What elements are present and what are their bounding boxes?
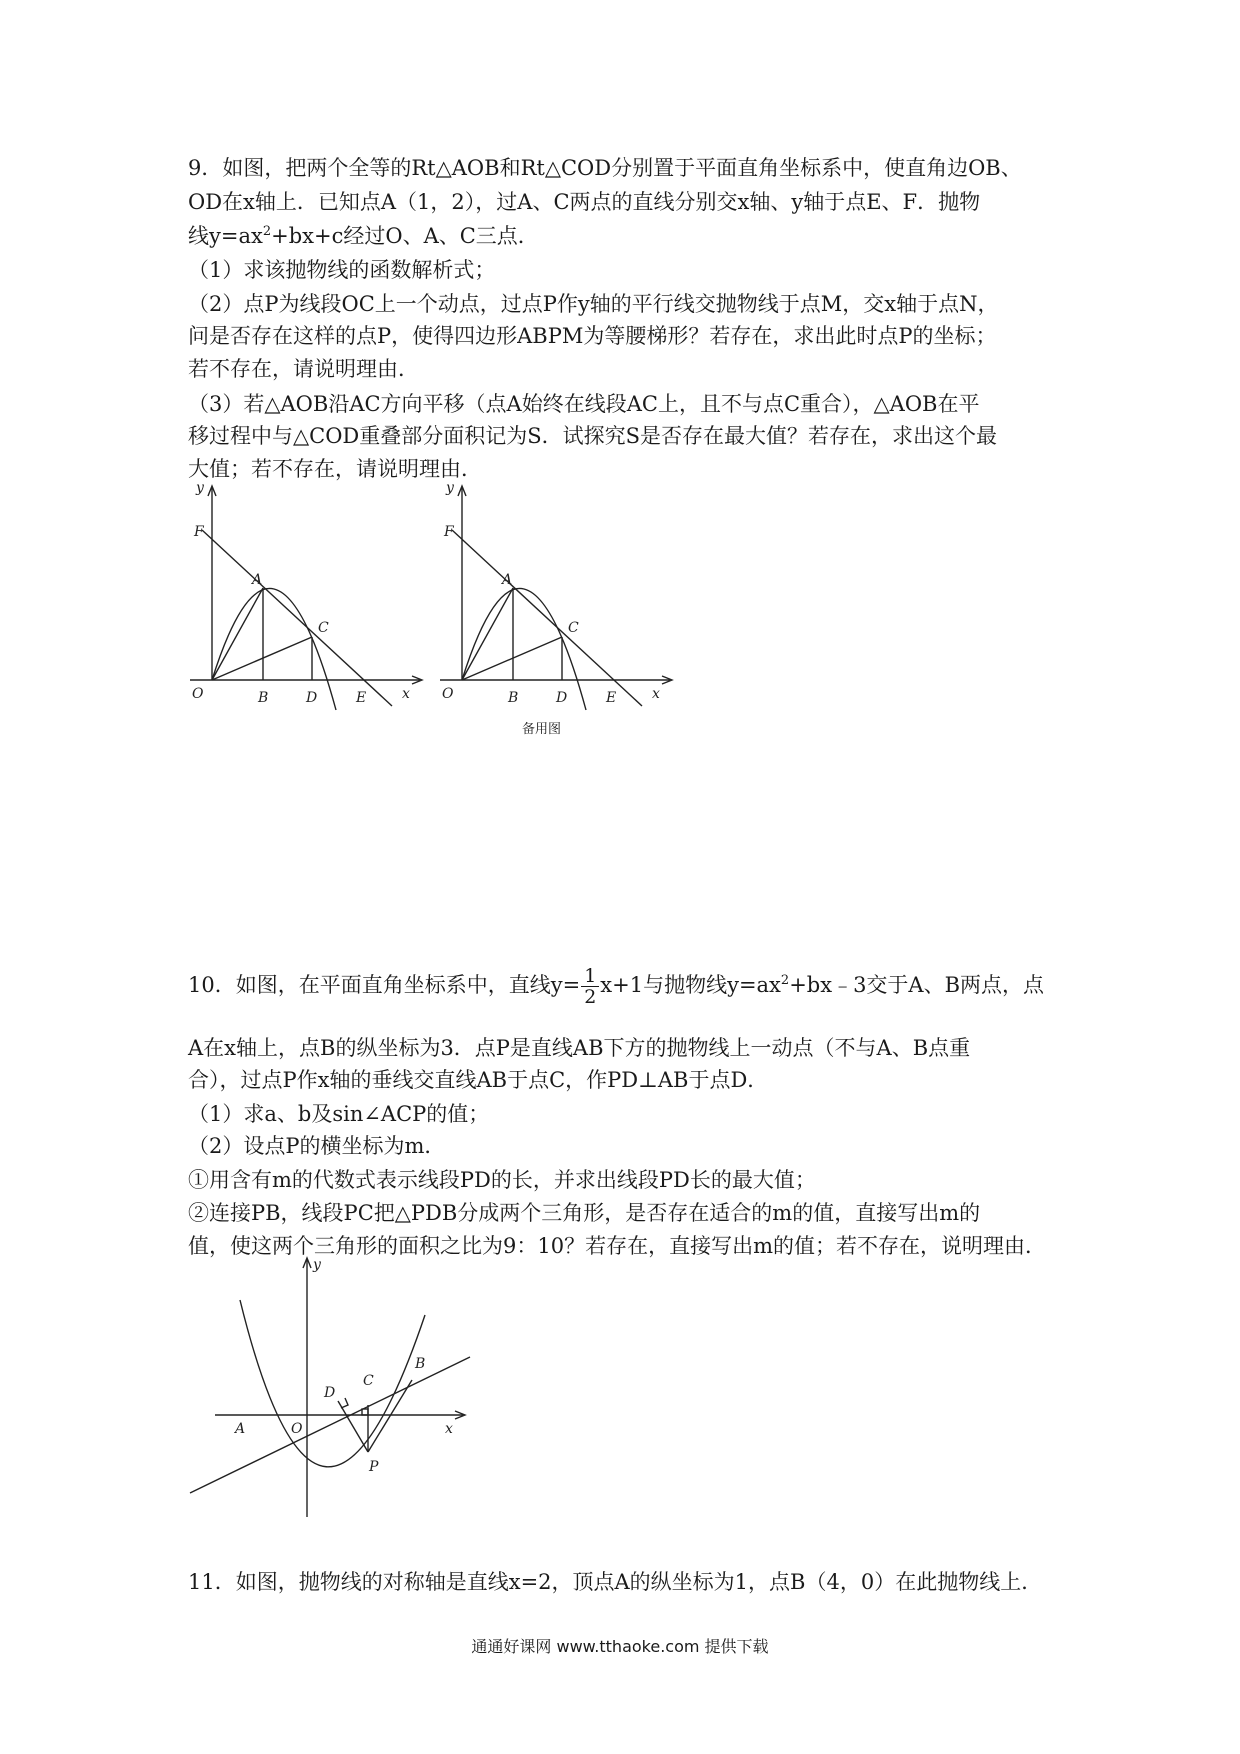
segment-oc [212, 637, 312, 680]
label-y: y [196, 480, 204, 496]
q9-line-2: OD在x轴上．已知点A（1，2），过A、C两点的直线分别交x轴、y轴于点E、F．抛物 [188, 190, 981, 214]
q10-fraction-numerator: 1 [581, 966, 599, 987]
q10-line-3: 合），过点P作x轴的垂线交直线AB于点C，作PD⊥AB于点D． [188, 1068, 769, 1092]
label-e: E [606, 690, 617, 706]
label-x: x [445, 1421, 453, 1437]
right-angle-mark-n [362, 1409, 368, 1415]
q9-figure-spare [430, 480, 680, 740]
label-x: x [652, 686, 660, 702]
line-ab [190, 1357, 470, 1493]
label-d: D [324, 1385, 336, 1401]
q9-sub-2-line-1: （2）点P为线段OC上一个动点，过点P作y轴的平行线交抛物线于点M，交x轴于点N， [188, 292, 999, 316]
q10-line-1-b: x+1与抛物线y=ax [600, 973, 781, 997]
q10-line-1-sup: 2 [780, 973, 790, 988]
q9-sub-3-line-2: 移过程中与△COD重叠部分面积记为S．试探究S是否存在最大值？若存在，求出这个最 [188, 424, 998, 448]
label-c: C [568, 620, 579, 636]
q11-line-1: 11．如图，抛物线的对称轴是直线x=2，顶点A的纵坐标为1，点B（4，0）在此抛物线上． [188, 1570, 1043, 1594]
q9-sub-2-line-2: 问是否存在这样的点P，使得四边形ABPM为等腰梯形？若存在，求出此时点P的坐标； [188, 324, 997, 348]
q9-line-3-sup: 2 [262, 224, 272, 239]
q9-sub-3-line-3: 大值；若不存在，请说明理由． [188, 457, 482, 481]
segment-oa [462, 588, 513, 680]
label-b: B [508, 690, 519, 706]
label-b: B [258, 690, 269, 706]
label-d: D [306, 690, 318, 706]
parabola [462, 588, 586, 710]
q9-line-3 [188, 220, 539, 250]
label-c: C [363, 1373, 374, 1389]
segment-oc [462, 637, 562, 680]
label-x: x [402, 686, 410, 702]
q10-figure [185, 1255, 485, 1520]
page-footer: 通通好课网 www.tthaoke.com 提供下载 [471, 1637, 769, 1656]
parabola [240, 1300, 425, 1467]
q9-line-3-b: +bx+c经过O、A、C三点． [271, 224, 539, 248]
label-o: O [192, 686, 204, 702]
q10-line-1 [188, 966, 1044, 1007]
label-f: F [444, 524, 454, 540]
parabola [212, 588, 336, 710]
label-c: C [318, 620, 329, 636]
label-y: y [313, 1257, 321, 1273]
label-o: O [442, 686, 454, 702]
q10-fraction [581, 966, 599, 1007]
q10-sub-2-1: ①用含有m的代数式表示线段PD的长，并求出线段PD长的最大值； [188, 1168, 816, 1192]
label-a: A [252, 572, 263, 588]
q10-line-1-a: 10．如图，在平面直角坐标系中，直线y= [188, 973, 581, 997]
label-a: A [235, 1421, 246, 1437]
segment-oa [212, 588, 263, 680]
q10-sub-2: （2）设点P的横坐标为m． [188, 1134, 446, 1158]
q9-sub-3-line-1: （3）若△AOB沿AC方向平移（点A始终在线段AC上，且不与点C重合），△AOB在平 [188, 392, 980, 416]
right-angle-mark-d [341, 1398, 348, 1408]
label-f: F [194, 524, 204, 540]
label-o: O [291, 1421, 303, 1437]
q9-spare-caption: 备用图 [522, 722, 562, 737]
q9-line-3-a: 线y=ax [188, 224, 263, 248]
segment-pb [368, 1380, 412, 1452]
q10-fraction-denominator: 2 [584, 986, 597, 1008]
label-y: y [446, 480, 454, 496]
label-a: A [502, 572, 513, 588]
label-b: B [415, 1356, 426, 1372]
q10-line-1-c: +bx﹣3交于A、B两点，点 [789, 973, 1045, 997]
label-e: E [356, 690, 367, 706]
q10-sub-2-2-line-2: 值，使这两个三角形的面积之比为9：10？若存在，直接写出m的值；若不存在，说明理由． [188, 1234, 1046, 1258]
q10-sub-1: （1）求a、b及sin∠ACP的值； [188, 1102, 490, 1126]
label-p: P [369, 1459, 379, 1475]
q10-sub-2-2-line-1: ②连接PB，线段PC把△PDB分成两个三角形，是否存在适合的m的值，直接写出m的 [188, 1201, 981, 1225]
q9-figure-main [180, 480, 430, 740]
q9-sub-1: （1）求该抛物线的函数解析式； [188, 258, 496, 282]
q10-line-2: A在x轴上，点B的纵坐标为3．点P是直线AB下方的抛物线上一动点（不与A、B点重 [188, 1036, 971, 1060]
q9-sub-2-line-3: 若不存在，请说明理由． [188, 357, 419, 381]
label-d: D [556, 690, 568, 706]
q9-line-1: 9．如图，把两个全等的Rt△AOB和Rt△COD分别置于平面直角坐标系中，使直角边OB、 [188, 156, 1022, 180]
